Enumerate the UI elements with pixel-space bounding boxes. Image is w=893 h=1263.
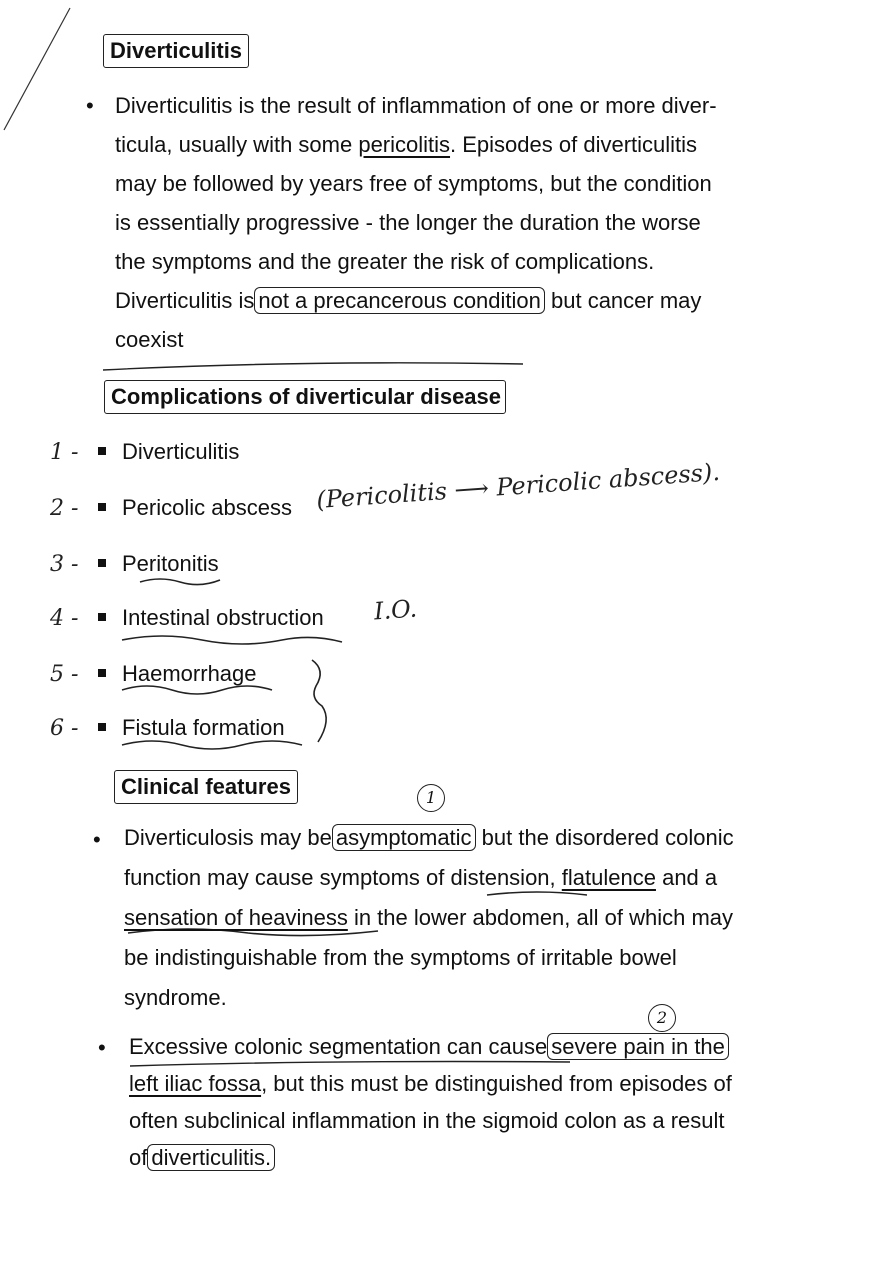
text-line: the symptoms and the greater the risk of complications. [115,249,655,274]
text-line [124,898,834,938]
heading-overline [103,363,523,370]
square-bullet [98,669,106,677]
boxed-term: diverticulitis. [147,1144,275,1171]
text-span: Diverticulosis may be [124,825,332,850]
margin-pen-stroke [4,8,70,130]
text-span: Diverticulitis is [115,288,255,313]
text-line: is essentially progressive - the longer the duration the worse [115,210,701,235]
text-line [124,858,834,898]
text-line: be indistinguishable from the symptoms of irritable bowel [124,945,677,970]
text-line: coexist [115,327,184,352]
underlined-term: left iliac fossa [129,1071,262,1096]
list-item-label: Diverticulitis [122,439,240,464]
handwritten-note-pericolitis: (Pericolitis ⟶ Pericolic abscess). [315,457,721,515]
text-span: , [549,865,562,890]
text-span: but cancer may [544,288,702,313]
list-item [50,488,292,528]
text-line [115,281,815,320]
boxed-term: asymptomatic [332,824,476,851]
text-span: ticula, usually with some [115,132,359,157]
text-span: , but this must be distinguished from episodes of [261,1071,732,1096]
bullet: • [98,1035,106,1060]
handwritten-number: 2 - [50,496,79,521]
text-line [129,1139,839,1176]
text-line [124,818,834,858]
paragraph-clinical-1 [124,818,834,1018]
list-item [50,708,285,748]
list-item-label: Fistula formation [122,715,285,740]
text-span: of [129,1145,148,1170]
circled-number-2: 2 [648,1004,676,1032]
square-bullet [98,723,106,731]
text-span: but the disordered colonic [475,825,734,850]
list-item-label: Haemorrhage [122,661,257,686]
text-span: Excessive colonic segmentation can cause [129,1034,548,1059]
text-line [115,125,815,164]
boxed-term: not a precancerous condition [254,287,545,314]
text-line [129,1065,839,1102]
handwritten-number: 1 - [50,440,79,465]
square-bullet [98,613,106,621]
text-span: . Episodes of diverticulitis [450,132,698,157]
list-item [50,654,257,694]
text-span: function may cause symptoms of [124,865,451,890]
handwritten-number: 3 - [50,552,79,577]
square-bullet [98,559,106,567]
text-line [129,1028,839,1065]
list-item [50,432,239,472]
handwritten-number: 4 - [50,606,79,631]
handwritten-note-io: I.O. [373,594,418,626]
circled-number-1: 1 [417,784,445,812]
section-heading-clinical-features: Clinical features [114,770,298,804]
text-line: often subclinical inflammation in the sigmoid colon as a result [129,1108,725,1133]
text-line: syndrome. [124,985,227,1010]
list-item-label: Pericolic abscess [122,495,292,520]
boxed-term: severe pain in the [547,1033,729,1060]
text-line: Diverticulitis is the result of inflammation of one or more diver- [115,93,717,118]
section-heading-complications: Complications of diverticular disease [104,380,506,414]
bullet: • [86,93,94,118]
list-item [50,598,324,638]
list-item-label: Peritonitis [122,551,219,576]
underlined-term: distension [450,865,550,890]
paragraph-clinical-2 [129,1028,839,1176]
handwritten-number: 6 - [50,716,79,741]
text-span: in the lower abdomen, all of which may [347,905,734,930]
text-line: may be followed by years free of symptoms, but the condition [115,171,712,196]
list-item-label: Intestinal obstruction [122,605,324,630]
handwritten-number: 5 - [50,662,79,687]
square-bullet [98,447,106,455]
text-span: and a [655,865,718,890]
underlined-term: sensation of heaviness [124,905,348,930]
list-item [50,544,219,584]
paragraph-diverticulitis [115,86,815,359]
brace-mark [312,660,326,742]
bullet: • [93,827,101,852]
underlined-term: pericolitis [358,132,451,157]
square-bullet [98,503,106,511]
underlined-term: flatulence [561,865,656,890]
section-heading-diverticulitis: Diverticulitis [103,34,249,68]
